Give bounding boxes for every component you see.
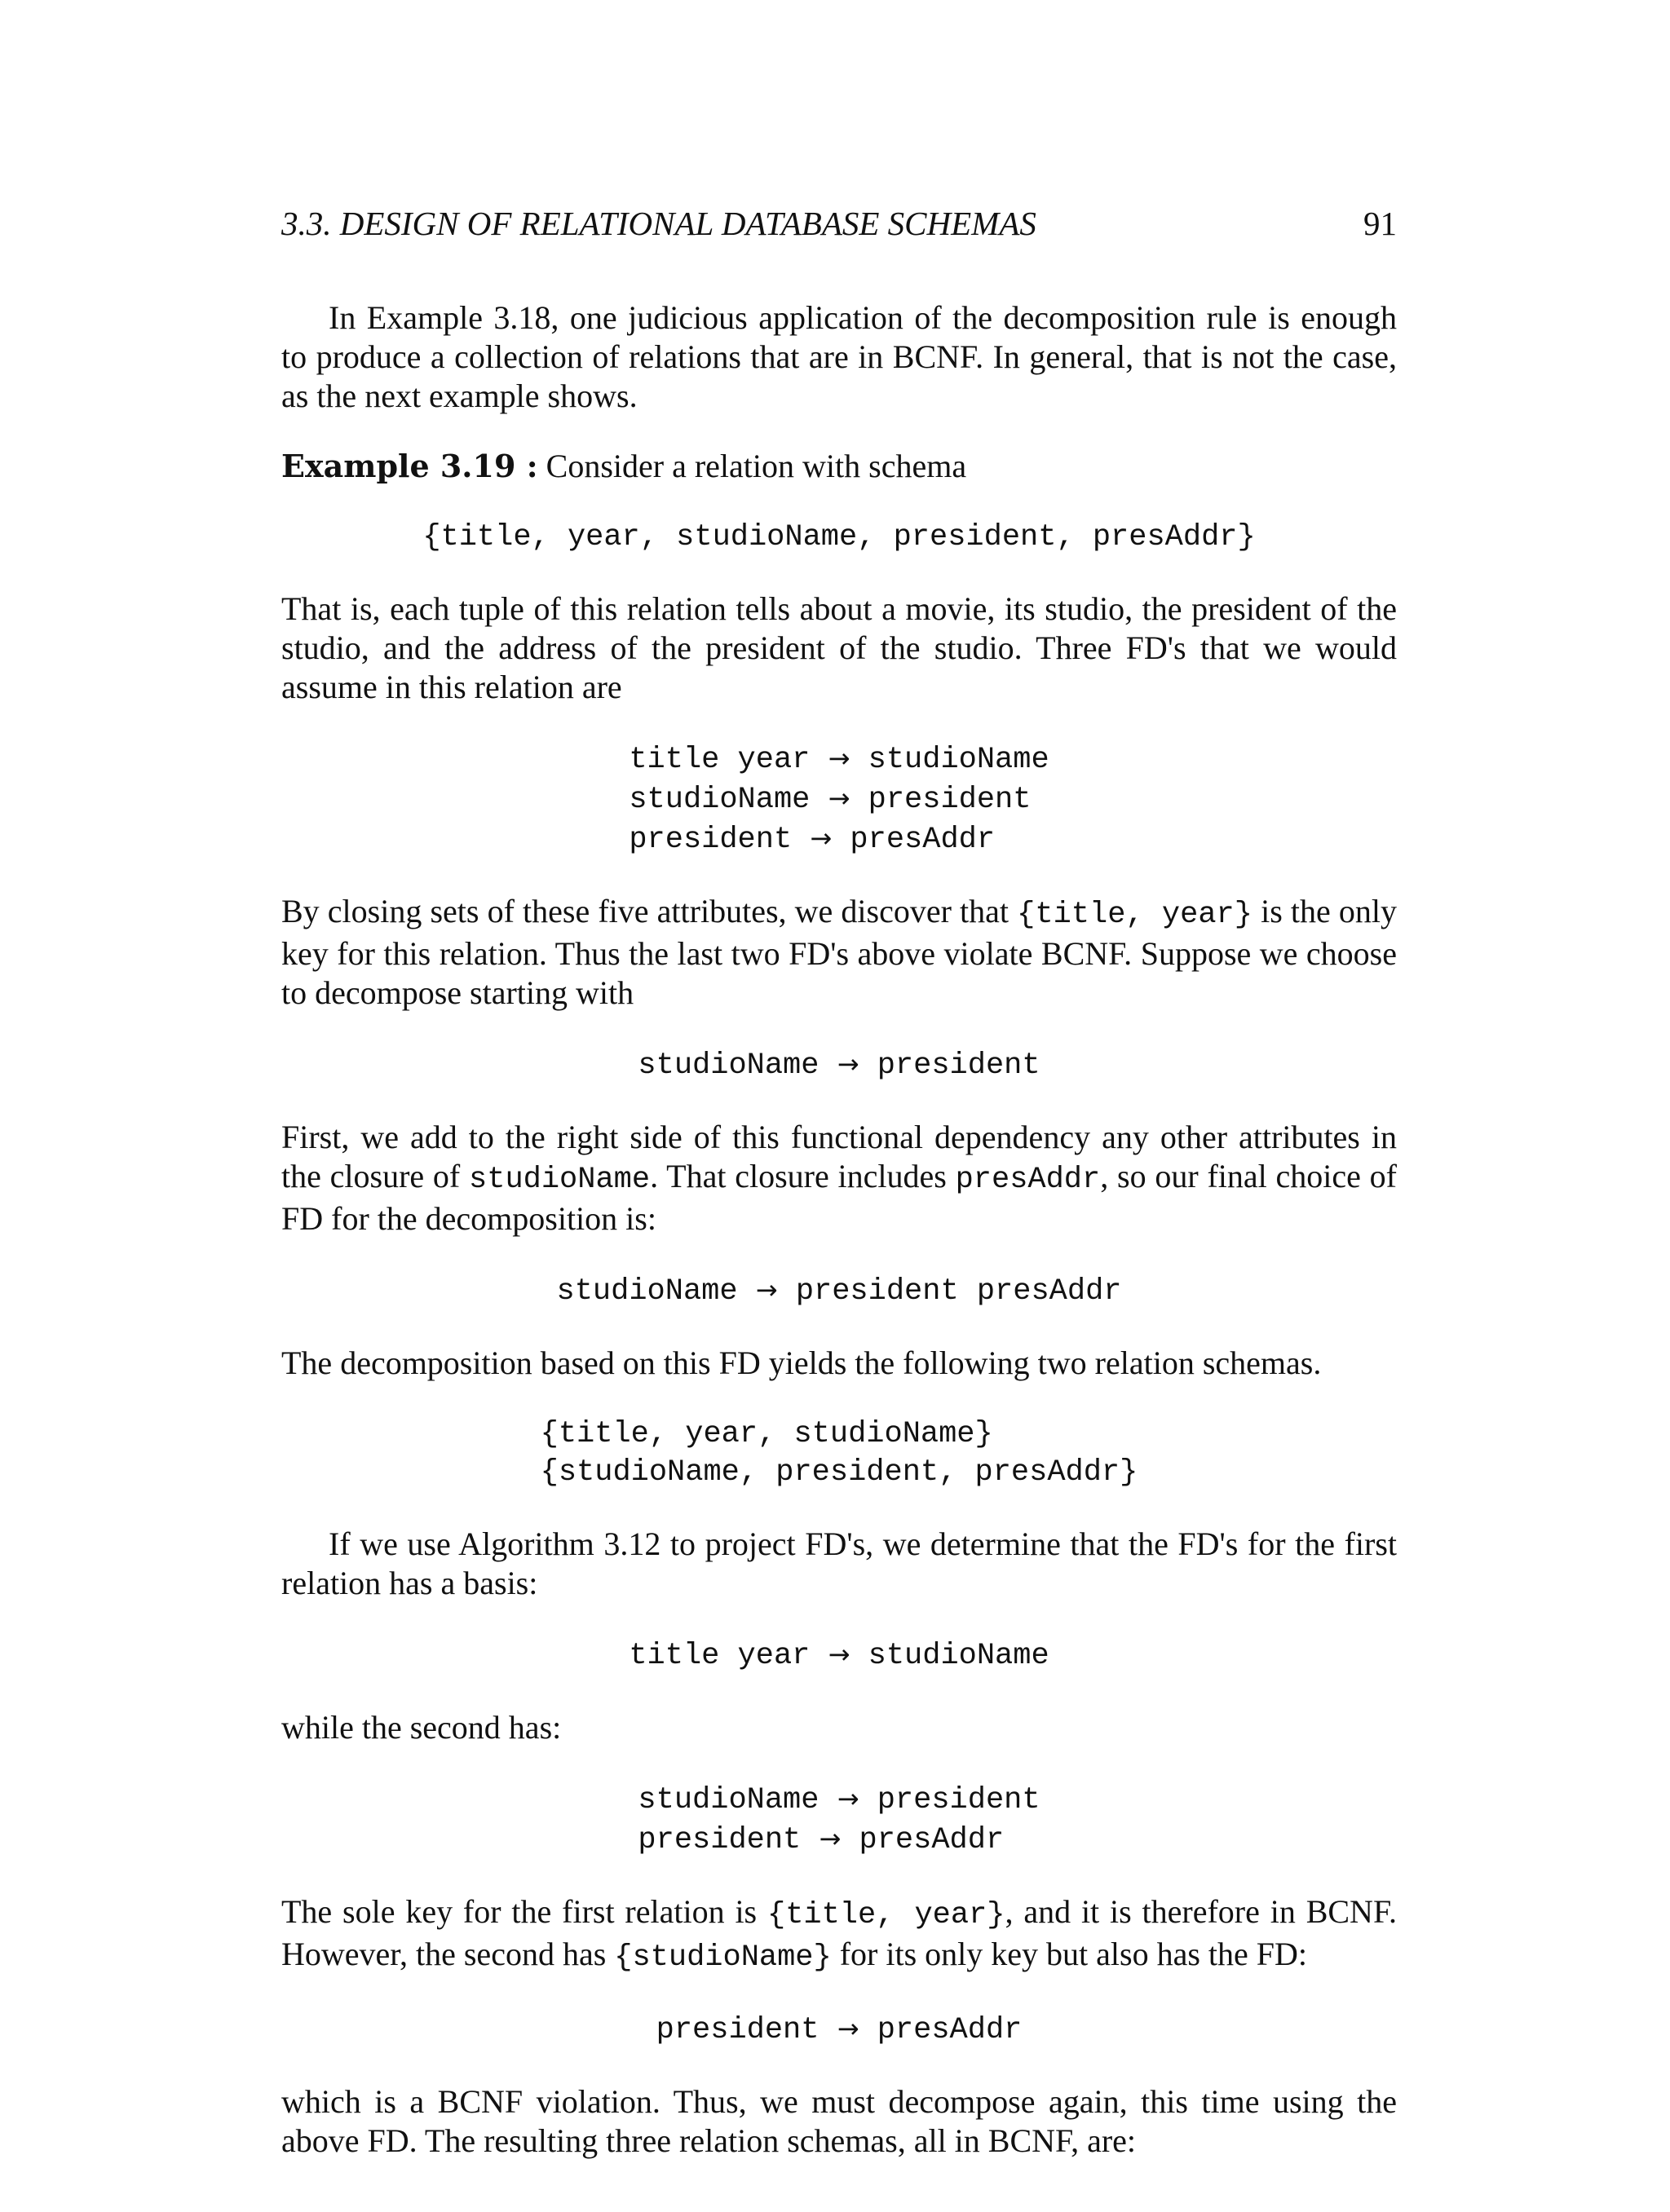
- schema-line: {title, year, studioName}: [540, 1417, 993, 1451]
- inline-code: {studioName}: [614, 1940, 832, 1975]
- fd-line: [629, 740, 1049, 779]
- fd-rhs: studioName: [868, 1639, 1049, 1673]
- fd-line: [557, 1271, 1122, 1311]
- text-run: By closing sets of these five attributes, we discover that: [281, 893, 1018, 929]
- text-run: The sole key for the first relation is: [281, 1893, 767, 1930]
- fd-line: [629, 1636, 1049, 1676]
- fd-rhs: presAddr: [859, 1823, 1005, 1857]
- fd-line: [629, 779, 1049, 819]
- schema-line: {title, year, studioName, president, presAddr}: [422, 520, 1256, 554]
- paragraph-intro: In Example 3.18, one judicious application of the decomposition rule is enough to produce a collection of relations that are in BCNF. In general, that is not the case, as the next example shows.: [281, 299, 1397, 414]
- display-fd-2: [281, 1045, 1397, 1085]
- fd-lhs: studioName: [556, 1274, 738, 1309]
- arrow-icon: →: [828, 1639, 850, 1670]
- running-header: [281, 204, 1397, 253]
- inline-code: studioName: [469, 1163, 651, 1197]
- display-schemas-2: [281, 1415, 1397, 1492]
- fd-rhs: president: [877, 1049, 1040, 1083]
- paragraph-closure: [281, 1118, 1397, 1238]
- arrow-icon: →: [810, 823, 833, 854]
- text-run: , so our final choice of FD for the decomposition is:: [281, 1158, 1397, 1237]
- arrow-icon: →: [837, 1049, 859, 1080]
- paragraph-algorithm: If we use Algorithm 3.12 to project FD's, we determine that the FD's for the first relation has a basis:: [281, 1525, 1397, 1601]
- display-fd-6: [281, 2010, 1397, 2050]
- fd-lhs: title year: [629, 1639, 811, 1673]
- inline-code: presAddr: [955, 1163, 1101, 1197]
- fd-lhs: studioName: [638, 1783, 820, 1817]
- inline-code: {title, year}: [1017, 898, 1252, 932]
- fd-rhs: president presAddr: [795, 1274, 1122, 1309]
- arrow-icon: →: [819, 1823, 842, 1854]
- arrow-icon: →: [837, 2013, 859, 2044]
- display-fds-1: [281, 740, 1397, 859]
- fd-rhs: presAddr: [850, 823, 996, 857]
- paragraph-sole-key: [281, 1892, 1397, 1977]
- fd-lhs: studioName: [629, 783, 811, 817]
- display-fd-3: [281, 1271, 1397, 1311]
- fd-rhs: presAddr: [877, 2013, 1023, 2047]
- paragraph-bcnf-violation: which is a BCNF violation. Thus, we must decompose again, this time using the above FD. The resulting three relation schemas, all in BCNF, are:: [281, 2083, 1397, 2159]
- fd-lhs: studioName: [638, 1049, 820, 1083]
- fd-rhs: studioName: [868, 743, 1049, 777]
- section-title: 3.3. DESIGN OF RELATIONAL DATABASE SCHEMAS: [281, 205, 1036, 242]
- fd-rhs: president: [877, 1783, 1040, 1817]
- fd-lhs: president: [638, 1823, 802, 1857]
- fd-lhs: president: [656, 2013, 820, 2047]
- fd-lhs: title year: [629, 743, 811, 777]
- arrow-icon: →: [755, 1274, 778, 1305]
- text-run: for its only key but also has the FD:: [831, 1936, 1307, 1972]
- page-number: 91: [1363, 205, 1397, 242]
- fd-line: [638, 1045, 1040, 1085]
- display-fds-5: [281, 1780, 1397, 1860]
- text-run: is the only key for this relation. Thus the last two FD's above violate BCNF. Suppose we choose to decompose starting with: [281, 893, 1397, 1011]
- display-schema-1: [281, 519, 1397, 557]
- inline-code: {title, year}: [767, 1898, 1005, 1932]
- fd-lhs: president: [629, 823, 793, 857]
- example-label: Example 3.19 :: [281, 448, 538, 484]
- paragraph-closing-sets: [281, 892, 1397, 1013]
- arrow-icon: →: [837, 1783, 859, 1814]
- text-run: , and it is therefore in BCNF. However, the second has: [281, 1893, 1397, 1972]
- arrow-icon: →: [828, 743, 850, 774]
- fd-rhs: president: [868, 783, 1032, 817]
- paragraph-decomposition: The decomposition based on this FD yields the following two relation schemas.: [281, 1344, 1322, 1381]
- paragraph-second-has: while the second has:: [281, 1709, 562, 1746]
- display-fd-4: [281, 1636, 1397, 1676]
- example-text: Consider a relation with schema: [546, 448, 967, 484]
- page-body: [281, 298, 1397, 2161]
- arrow-icon: →: [828, 783, 850, 814]
- fd-line: [656, 2010, 1023, 2050]
- text-run: . That closure includes: [650, 1158, 956, 1194]
- schema-line: {studioName, president, presAddr}: [540, 1455, 1138, 1490]
- example-heading: [281, 447, 1397, 486]
- text-run: First, we add to the right side of this functional dependency any other attributes in the closure of: [281, 1119, 1397, 1194]
- fd-line: [629, 819, 1049, 859]
- paragraph-tuple-description: That is, each tuple of this relation tells about a movie, its studio, the president of the studio, and the address of the president of the studio. Three FD's that we would assume in this relation are: [281, 590, 1397, 705]
- fd-line: [638, 1820, 1040, 1860]
- fd-line: [638, 1780, 1040, 1820]
